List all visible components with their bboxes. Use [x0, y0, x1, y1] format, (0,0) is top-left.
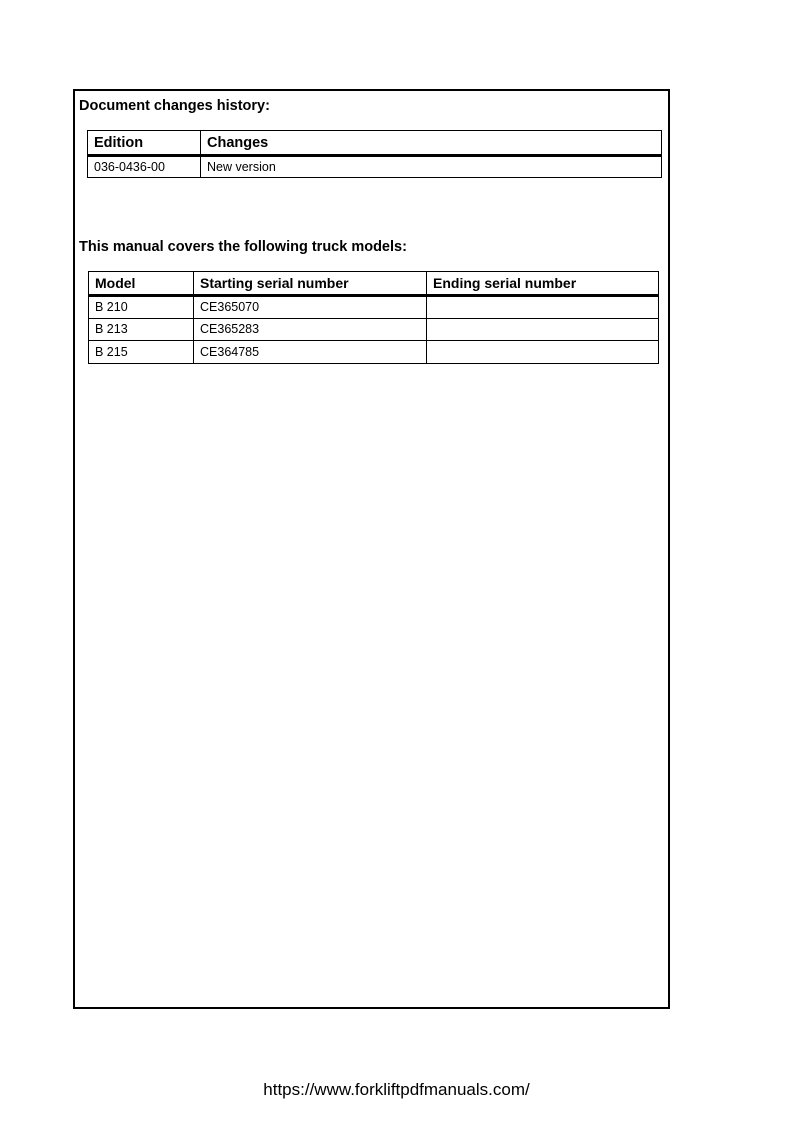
column-header-starting-serial: Starting serial number [194, 272, 427, 296]
ending-serial-cell [427, 296, 659, 319]
ending-serial-cell [427, 318, 659, 341]
column-header-ending-serial: Ending serial number [427, 272, 659, 296]
ending-serial-cell [427, 341, 659, 364]
column-header-model: Model [89, 272, 194, 296]
page-frame [73, 89, 670, 1009]
history-heading: Document changes history: [79, 98, 270, 114]
footer-url: https://www.forkliftpdfmanuals.com/ [263, 1080, 530, 1099]
table-row [89, 296, 659, 319]
table-row [89, 341, 659, 364]
column-header-changes: Changes [201, 131, 662, 156]
starting-serial-cell: CE365070 [194, 296, 427, 319]
model-cell: B 213 [89, 318, 194, 341]
models-table [88, 271, 659, 364]
models-header-row [89, 272, 659, 296]
starting-serial-cell: CE365283 [194, 318, 427, 341]
starting-serial-cell: CE364785 [194, 341, 427, 364]
table-row [88, 156, 662, 178]
column-header-edition: Edition [88, 131, 201, 156]
history-header-row [88, 131, 662, 156]
edition-cell: 036-0436-00 [88, 156, 201, 178]
models-heading: This manual covers the following truck models: [79, 239, 407, 255]
changes-cell: New version [201, 156, 662, 178]
model-cell: B 210 [89, 296, 194, 319]
table-row [89, 318, 659, 341]
model-cell: B 215 [89, 341, 194, 364]
history-table [87, 130, 662, 178]
